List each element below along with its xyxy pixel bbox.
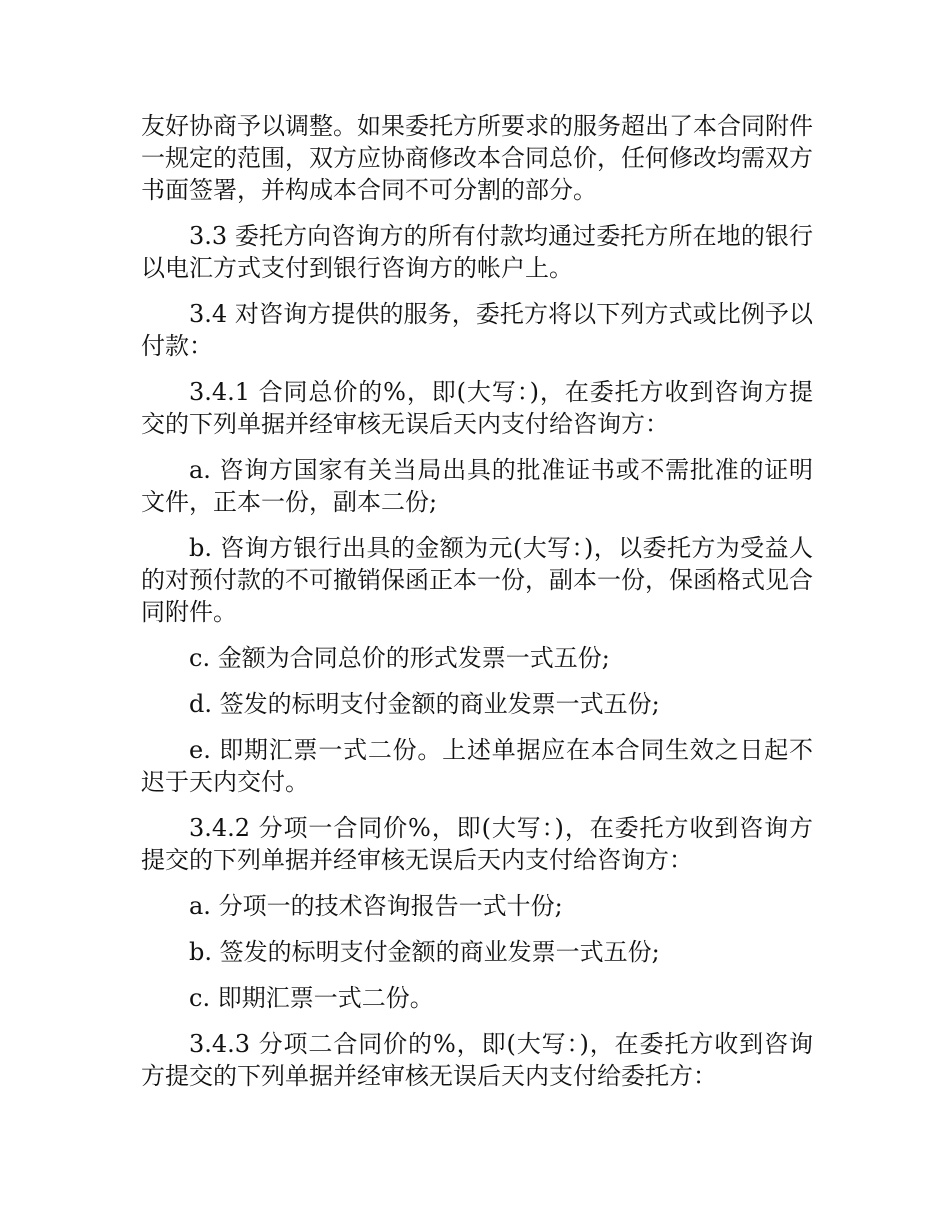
list-item-d: d. 签发的标明支付金额的商业发票一式五份; [189, 690, 660, 718]
paragraph-3-4-1: 3.4.1 合同总价的%，即(大写：)，在委托方收到咨询方提交的下列单据并经审核无误后天内支付给咨询方： [141, 378, 813, 438]
list-item-a-2: a. 分项一的技术咨询报告一式十份; [189, 892, 563, 920]
list-item-a: a. 咨询方国家有关当局出具的批准证书或不需批准的证明文件，正本一份，副本二份; [141, 456, 813, 516]
list-item-c: c. 金额为合同总价的形式发票一式五份; [189, 644, 610, 672]
paragraph-continuation: 友好协商予以调整。如果委托方所要求的服务超出了本合同附件一规定的范围，双方应协商修改本合同总价，任何修改均需双方书面签署，并构成本合同不可分割的部分。 [141, 112, 813, 204]
list-item-e: e. 即期汇票一式二份。上述单据应在本合同生效之日起不迟于天内交付。 [141, 736, 813, 796]
paragraph-3-3: 3.3 委托方向咨询方的所有付款均通过委托方所在地的银行以电汇方式支付到银行咨询方的帐户上。 [141, 222, 813, 282]
paragraph-3-4-3: 3.4.3 分项二合同价的%，即(大写：)，在委托方收到咨询方提交的下列单据并经审核无误后天内支付给委托方： [141, 1030, 813, 1090]
paragraph-3-4: 3.4 对咨询方提供的服务，委托方将以下列方式或比例予以付款： [141, 300, 813, 360]
list-item-b-2: b. 签发的标明支付金额的商业发票一式五份; [189, 938, 660, 966]
paragraph-3-4-2: 3.4.2 分项一合同价%，即(大写：)，在委托方收到咨询方提交的下列单据并经审核无误后天内支付给咨询方： [141, 814, 813, 874]
list-item-c-2: c. 即期汇票一式二份。 [189, 984, 434, 1012]
document-page [141, 110, 813, 1106]
list-item-b: b. 咨询方银行出具的金额为元(大写：)，以委托方为受益人的对预付款的不可撤销保函正本一份，副本一份，保函格式见合同附件。 [141, 534, 813, 626]
